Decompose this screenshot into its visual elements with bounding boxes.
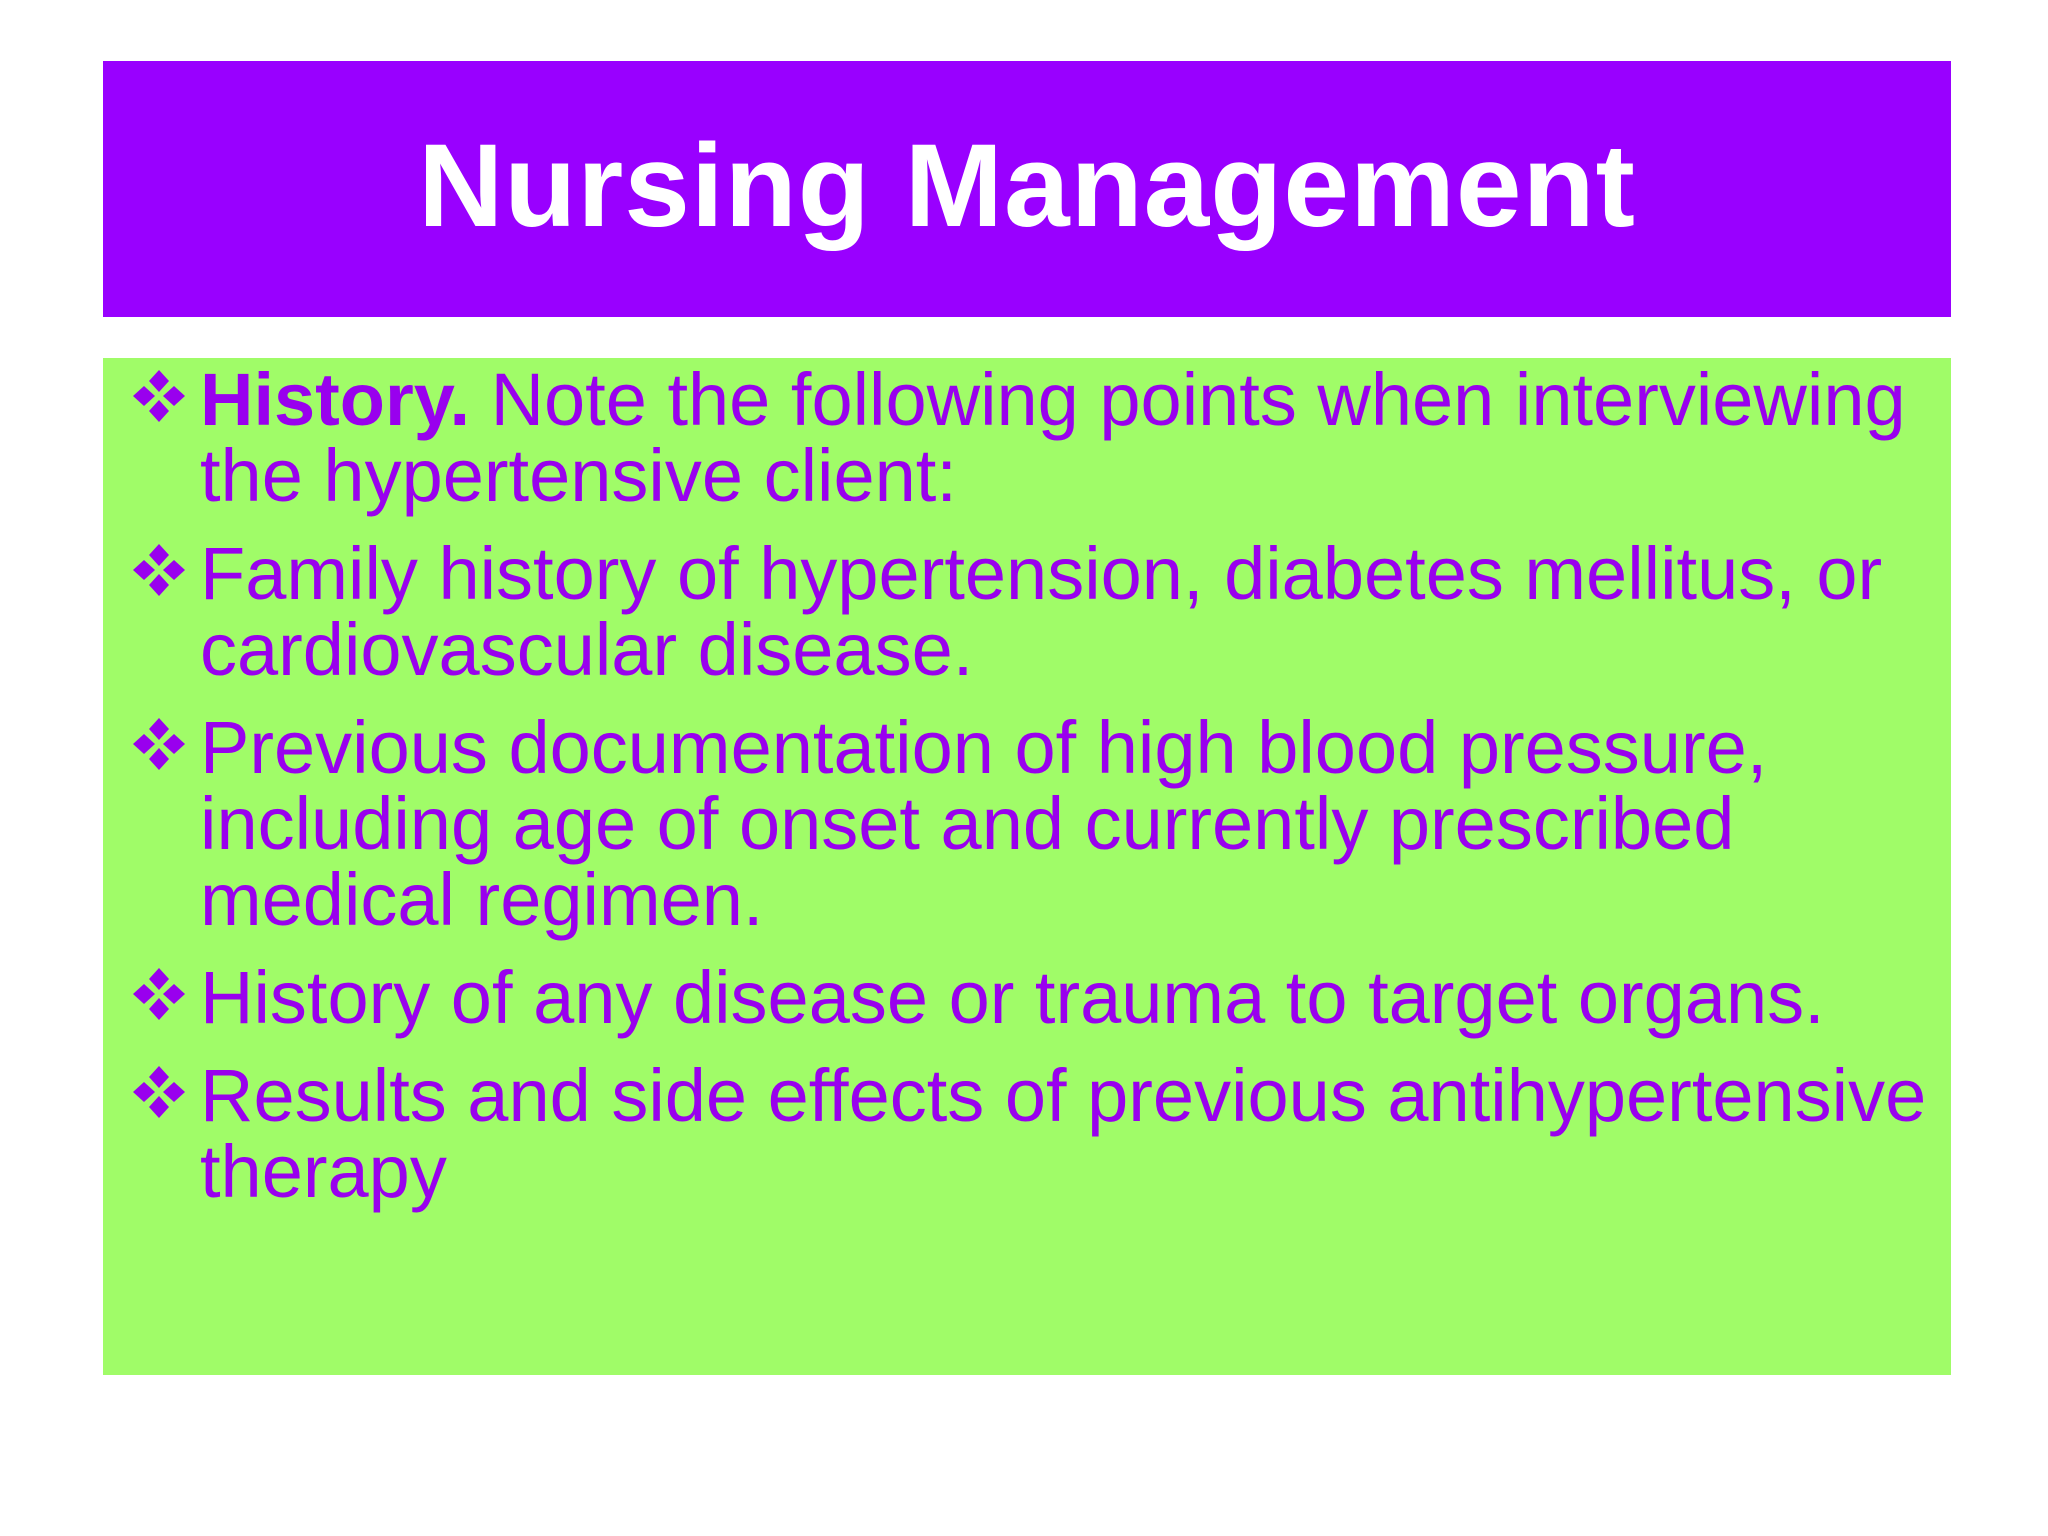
bullet-list	[129, 358, 1939, 1232]
bullet-item	[129, 1054, 1939, 1213]
four-diamond-star-icon	[129, 714, 189, 774]
four-diamond-star-icon	[129, 1062, 189, 1122]
four-diamond-star-icon	[129, 540, 189, 600]
bullet-text: History of any disease or trauma to target organs.	[200, 956, 1825, 1039]
bullet-item	[129, 956, 1939, 1039]
bullet-text: Previous documentation of high blood pressure, including age of onset and currently prescribed medical regimen.	[200, 706, 1768, 941]
title-bar	[103, 61, 1951, 317]
bullet-text: Family history of hypertension, diabetes mellitus, or cardiovascular disease.	[200, 532, 1883, 691]
bullet-lead: History.	[200, 358, 471, 441]
bullet-item	[129, 706, 1939, 941]
content-box	[103, 358, 1951, 1375]
bullet-item	[129, 358, 1939, 517]
slide-title: Nursing Management	[418, 120, 1636, 252]
four-diamond-star-icon	[129, 366, 189, 426]
four-diamond-star-icon	[129, 964, 189, 1024]
bullet-item	[129, 532, 1939, 691]
bullet-text: Note the following points when interviewing the hypertensive client:	[200, 358, 1906, 517]
bullet-text: Results and side effects of previous antihypertensive therapy	[200, 1054, 1927, 1213]
